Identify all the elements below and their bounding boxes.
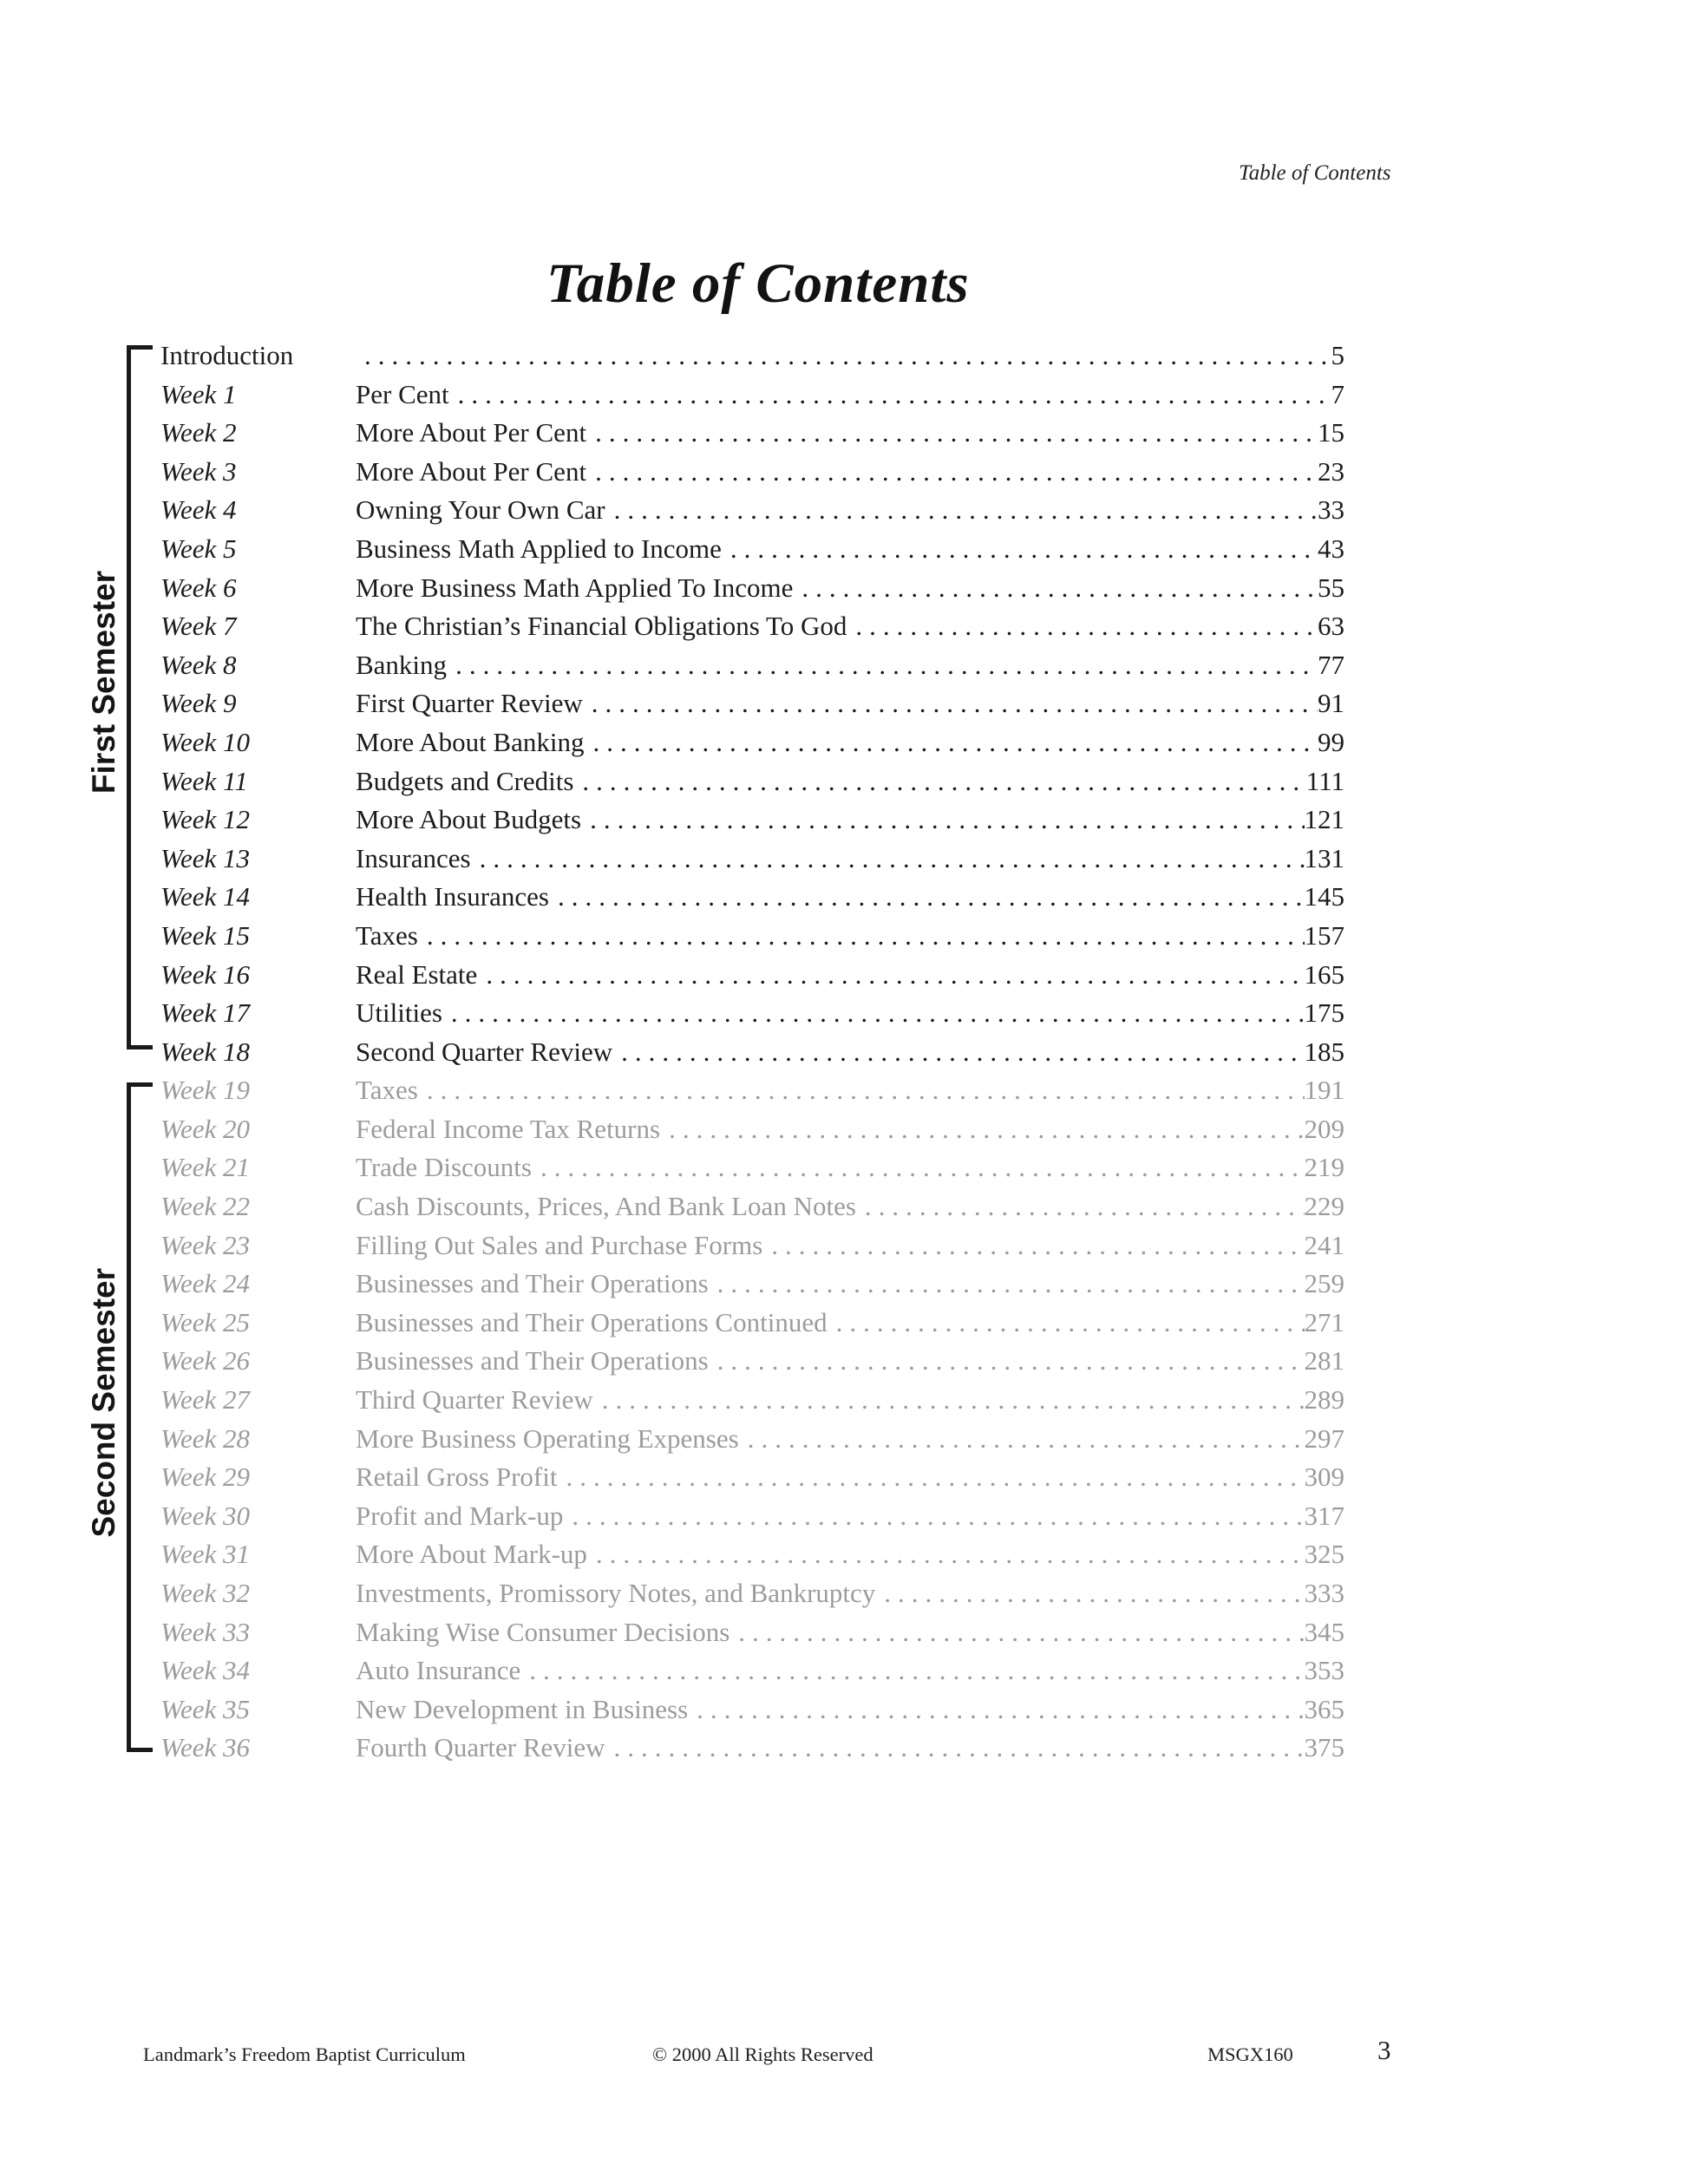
toc-row bbox=[160, 1420, 1345, 1459]
toc-page-number: 309 bbox=[1304, 1461, 1345, 1493]
toc-page-number: 191 bbox=[1304, 1075, 1345, 1106]
toc-entry-title: Owning Your Own Car bbox=[356, 494, 605, 526]
running-head: Table of Contents bbox=[1239, 161, 1391, 185]
toc-week-label: Week 24 bbox=[160, 1268, 251, 1299]
toc-week-label: Week 14 bbox=[160, 881, 251, 912]
dot-leader bbox=[477, 956, 1304, 995]
dot-leader bbox=[605, 1729, 1305, 1768]
toc-entry-title: First Quarter Review bbox=[356, 688, 583, 719]
dot-leader bbox=[563, 1497, 1304, 1536]
toc-entry-title: New Development in Business bbox=[356, 1693, 689, 1724]
toc-entry-title: More About Mark-up bbox=[356, 1539, 587, 1570]
toc-week-label: Week 20 bbox=[160, 1113, 251, 1144]
first-semester-label: First Semester bbox=[86, 571, 121, 794]
dot-leader bbox=[549, 878, 1305, 917]
toc-page-number: 23 bbox=[1318, 455, 1345, 487]
toc-entry-title: More About Banking bbox=[356, 726, 585, 757]
toc-row bbox=[160, 1304, 1345, 1343]
toc-page-number: 353 bbox=[1304, 1655, 1345, 1686]
toc-entry-title: More About Budgets bbox=[356, 804, 582, 835]
toc-week-label: Week 26 bbox=[160, 1345, 251, 1376]
dot-leader bbox=[418, 1071, 1305, 1110]
toc-page-number: 297 bbox=[1304, 1422, 1345, 1454]
toc-row bbox=[160, 646, 1345, 685]
toc-entry-title: Second Quarter Review bbox=[356, 1036, 613, 1067]
toc-entry-title: Budgets and Credits bbox=[356, 765, 574, 796]
footer-copyright: © 2000 All Rights Reserved bbox=[652, 2043, 873, 2065]
toc-entry-title: More About Per Cent bbox=[356, 417, 587, 448]
toc-entry-title: Retail Gross Profit bbox=[356, 1461, 558, 1493]
dot-leader bbox=[612, 1033, 1304, 1072]
dot-leader bbox=[875, 1574, 1304, 1613]
dot-leader bbox=[709, 1265, 1305, 1304]
toc-entry-title: The Christian’s Financial Obligations To God bbox=[356, 611, 847, 642]
bracket-bar bbox=[127, 1082, 131, 1752]
toc-week-label: Week 2 bbox=[160, 417, 237, 448]
dot-leader bbox=[356, 337, 1331, 376]
toc-row bbox=[160, 414, 1345, 453]
toc-page-number: 281 bbox=[1304, 1345, 1345, 1376]
toc-week-label: Week 32 bbox=[160, 1578, 251, 1608]
footer-publisher: Landmark’s Freedom Baptist Curriculum bbox=[143, 2043, 466, 2065]
toc-week-label: Week 19 bbox=[160, 1075, 251, 1106]
dot-leader bbox=[447, 646, 1318, 685]
toc-page-number: 165 bbox=[1304, 958, 1345, 990]
toc-week-label: Week 12 bbox=[160, 804, 251, 835]
dot-leader bbox=[847, 607, 1318, 646]
toc-week-label: Week 15 bbox=[160, 919, 251, 951]
toc-entry-title: More Business Math Applied To Income bbox=[356, 572, 794, 603]
toc-week-label: Week 36 bbox=[160, 1732, 251, 1763]
dot-leader bbox=[856, 1187, 1305, 1226]
toc-row bbox=[160, 491, 1345, 530]
toc-page-number: 55 bbox=[1318, 572, 1345, 603]
toc-row bbox=[160, 1690, 1345, 1730]
toc-page-number: 241 bbox=[1304, 1229, 1345, 1260]
toc-entry-title: Businesses and Their Operations bbox=[356, 1345, 709, 1376]
toc-page-number: 345 bbox=[1304, 1616, 1345, 1647]
dot-leader bbox=[688, 1690, 1304, 1730]
toc-row bbox=[160, 762, 1345, 801]
second-semester-bracket bbox=[127, 1082, 153, 1752]
dot-leader bbox=[762, 1226, 1304, 1265]
dot-leader bbox=[449, 376, 1331, 415]
toc-page-number: 317 bbox=[1304, 1500, 1345, 1531]
toc-week-label: Introduction bbox=[160, 340, 294, 370]
toc-week-label: Week 16 bbox=[160, 958, 251, 990]
toc-row bbox=[160, 569, 1345, 608]
toc-week-label: Week 5 bbox=[160, 533, 237, 564]
toc-row bbox=[160, 1729, 1345, 1768]
toc-entry-title: Utilities bbox=[356, 997, 442, 1029]
dot-leader bbox=[573, 762, 1305, 801]
toc-page-number: 77 bbox=[1318, 649, 1345, 680]
toc-entry-title: Businesses and Their Operations Continued bbox=[356, 1306, 828, 1337]
bracket-bar bbox=[127, 345, 131, 1049]
toc-row bbox=[160, 1265, 1345, 1304]
dot-leader bbox=[586, 453, 1318, 492]
toc-page-number: 91 bbox=[1318, 688, 1345, 719]
toc-row bbox=[160, 607, 1345, 646]
dot-leader bbox=[605, 491, 1318, 530]
toc-row bbox=[160, 956, 1345, 995]
toc-row bbox=[160, 1187, 1345, 1226]
toc-week-label: Week 25 bbox=[160, 1306, 251, 1337]
toc-page-number: 15 bbox=[1318, 417, 1345, 448]
toc-row bbox=[160, 878, 1345, 917]
toc-page-number: 131 bbox=[1304, 842, 1345, 873]
toc-week-label: Week 34 bbox=[160, 1655, 251, 1686]
bracket-bottom-tick bbox=[127, 1748, 153, 1752]
dot-leader bbox=[585, 723, 1318, 762]
toc-entry-title: Health Insurances bbox=[356, 881, 549, 912]
toc-week-label: Week 6 bbox=[160, 572, 237, 603]
toc-row bbox=[160, 994, 1345, 1033]
toc-page-number: 289 bbox=[1304, 1384, 1345, 1416]
toc-week-label: Week 22 bbox=[160, 1191, 251, 1222]
toc-page-number: 325 bbox=[1304, 1539, 1345, 1570]
toc-week-label: Week 10 bbox=[160, 726, 251, 757]
toc-row bbox=[160, 684, 1345, 723]
toc-entry-title: More Business Operating Expenses bbox=[356, 1422, 739, 1454]
toc-page-number: 365 bbox=[1304, 1693, 1345, 1724]
toc-week-label: Week 28 bbox=[160, 1422, 251, 1454]
dot-leader bbox=[828, 1304, 1305, 1343]
toc-row bbox=[160, 1226, 1345, 1265]
toc-page-number: 121 bbox=[1304, 804, 1345, 835]
toc-row bbox=[160, 723, 1345, 762]
toc-entry-title: Federal Income Tax Returns bbox=[356, 1113, 661, 1144]
toc-row bbox=[160, 1613, 1345, 1652]
toc-page-number: 157 bbox=[1304, 919, 1345, 951]
toc-row bbox=[160, 1110, 1345, 1149]
toc-entry-title: Making Wise Consumer Decisions bbox=[356, 1616, 730, 1647]
toc-week-label: Week 4 bbox=[160, 494, 237, 526]
toc-entry-title: Per Cent bbox=[356, 378, 449, 409]
toc-page-number: 145 bbox=[1304, 881, 1345, 912]
dot-leader bbox=[581, 801, 1304, 840]
toc-row bbox=[160, 1148, 1345, 1187]
toc-entry-title: Trade Discounts bbox=[356, 1152, 532, 1183]
toc-week-label: Week 11 bbox=[160, 765, 248, 796]
bracket-bottom-tick bbox=[127, 1045, 153, 1049]
toc-page-number: 219 bbox=[1304, 1152, 1345, 1183]
toc-row bbox=[160, 1342, 1345, 1381]
toc-page-number: 259 bbox=[1304, 1268, 1345, 1299]
toc-page-number: 209 bbox=[1304, 1113, 1345, 1144]
page-title: Table of Contents bbox=[546, 252, 970, 315]
toc-week-label: Week 13 bbox=[160, 842, 251, 873]
toc-row bbox=[160, 1574, 1345, 1613]
dot-leader bbox=[709, 1342, 1305, 1381]
second-semester-label: Second Semester bbox=[86, 1268, 121, 1538]
toc-week-label: Week 27 bbox=[160, 1384, 251, 1416]
toc-week-label: Week 9 bbox=[160, 688, 237, 719]
toc-row bbox=[160, 1033, 1345, 1072]
dot-leader bbox=[532, 1148, 1305, 1187]
toc-entry-title: Investments, Promissory Notes, and Bankruptcy bbox=[356, 1578, 876, 1608]
toc-page-number: 175 bbox=[1304, 997, 1345, 1029]
toc-entry-title: Auto Insurance bbox=[356, 1655, 521, 1686]
dot-leader bbox=[660, 1110, 1304, 1149]
dot-leader bbox=[739, 1420, 1305, 1459]
toc-week-label: Week 7 bbox=[160, 611, 237, 642]
toc-row bbox=[160, 1381, 1345, 1420]
toc-entry-title: More About Per Cent bbox=[356, 455, 587, 487]
toc-week-label: Week 29 bbox=[160, 1461, 251, 1493]
toc-entry-title: Cash Discounts, Prices, And Bank Loan Notes bbox=[356, 1191, 856, 1222]
toc-row bbox=[160, 376, 1345, 415]
dot-leader bbox=[442, 994, 1305, 1033]
toc-entry-title: Fourth Quarter Review bbox=[356, 1732, 605, 1763]
dot-leader bbox=[471, 840, 1305, 879]
toc-week-label: Week 30 bbox=[160, 1500, 251, 1531]
toc-week-label: Week 8 bbox=[160, 649, 237, 680]
toc-list bbox=[160, 337, 1345, 1768]
toc-week-label: Week 35 bbox=[160, 1693, 251, 1724]
toc-page-number: 185 bbox=[1304, 1036, 1345, 1067]
toc-entry-title: Insurances bbox=[356, 842, 471, 873]
toc-page-number: 229 bbox=[1304, 1191, 1345, 1222]
toc-week-label: Week 18 bbox=[160, 1036, 251, 1067]
toc-row bbox=[160, 840, 1345, 879]
dot-leader bbox=[520, 1651, 1304, 1690]
footer-code: MSGX160 bbox=[1207, 2043, 1293, 2065]
toc-row bbox=[160, 1535, 1345, 1574]
toc-page-number: 111 bbox=[1305, 765, 1345, 796]
toc-row bbox=[160, 453, 1345, 492]
toc-page-number: 43 bbox=[1318, 533, 1345, 564]
toc-page-number: 7 bbox=[1331, 378, 1345, 409]
toc-row bbox=[160, 917, 1345, 956]
dot-leader bbox=[587, 1535, 1305, 1574]
toc-row bbox=[160, 530, 1345, 569]
toc-entry-title: Real Estate bbox=[356, 958, 478, 990]
toc-week-label: Week 1 bbox=[160, 378, 237, 409]
toc-week-label: Week 3 bbox=[160, 455, 237, 487]
toc-row bbox=[160, 1497, 1345, 1536]
dot-leader bbox=[793, 569, 1318, 608]
toc-page-number: 375 bbox=[1304, 1732, 1345, 1763]
toc-row bbox=[160, 801, 1345, 840]
dot-leader bbox=[730, 1613, 1304, 1652]
toc-row bbox=[160, 1071, 1345, 1110]
toc-entry-title: Taxes bbox=[356, 919, 418, 951]
toc-entry-title: Businesses and Their Operations bbox=[356, 1268, 709, 1299]
toc-page-number: 33 bbox=[1318, 494, 1345, 526]
dot-leader bbox=[593, 1381, 1305, 1420]
toc-entry-title: Profit and Mark-up bbox=[356, 1500, 564, 1531]
first-semester-bracket bbox=[127, 345, 153, 1049]
toc-entry-title: Third Quarter Review bbox=[356, 1384, 593, 1416]
dot-leader bbox=[418, 917, 1305, 956]
toc-row bbox=[160, 1651, 1345, 1690]
dot-leader bbox=[722, 530, 1318, 569]
toc-entry-title: Filling Out Sales and Purchase Forms bbox=[356, 1229, 763, 1260]
footer-page-number: 3 bbox=[1377, 2035, 1391, 2065]
toc-row bbox=[160, 337, 1345, 376]
toc-row bbox=[160, 1458, 1345, 1497]
toc-week-label: Week 31 bbox=[160, 1539, 251, 1570]
toc-page-number: 333 bbox=[1304, 1578, 1345, 1608]
toc-page-number: 271 bbox=[1304, 1306, 1345, 1337]
toc-entry-title: Taxes bbox=[356, 1075, 418, 1106]
dot-leader bbox=[558, 1458, 1305, 1497]
toc-entry-title: Banking bbox=[356, 649, 448, 680]
toc-page-number: 5 bbox=[1331, 340, 1345, 370]
toc-week-label: Week 17 bbox=[160, 997, 251, 1029]
dot-leader bbox=[586, 414, 1318, 453]
toc-page-number: 99 bbox=[1318, 726, 1345, 757]
dot-leader bbox=[583, 684, 1318, 723]
toc-week-label: Week 33 bbox=[160, 1616, 251, 1647]
toc-page-number: 63 bbox=[1318, 611, 1345, 642]
toc-week-label: Week 21 bbox=[160, 1152, 251, 1183]
toc-week-label: Week 23 bbox=[160, 1229, 251, 1260]
toc-entry-title: Business Math Applied to Income bbox=[356, 533, 722, 564]
